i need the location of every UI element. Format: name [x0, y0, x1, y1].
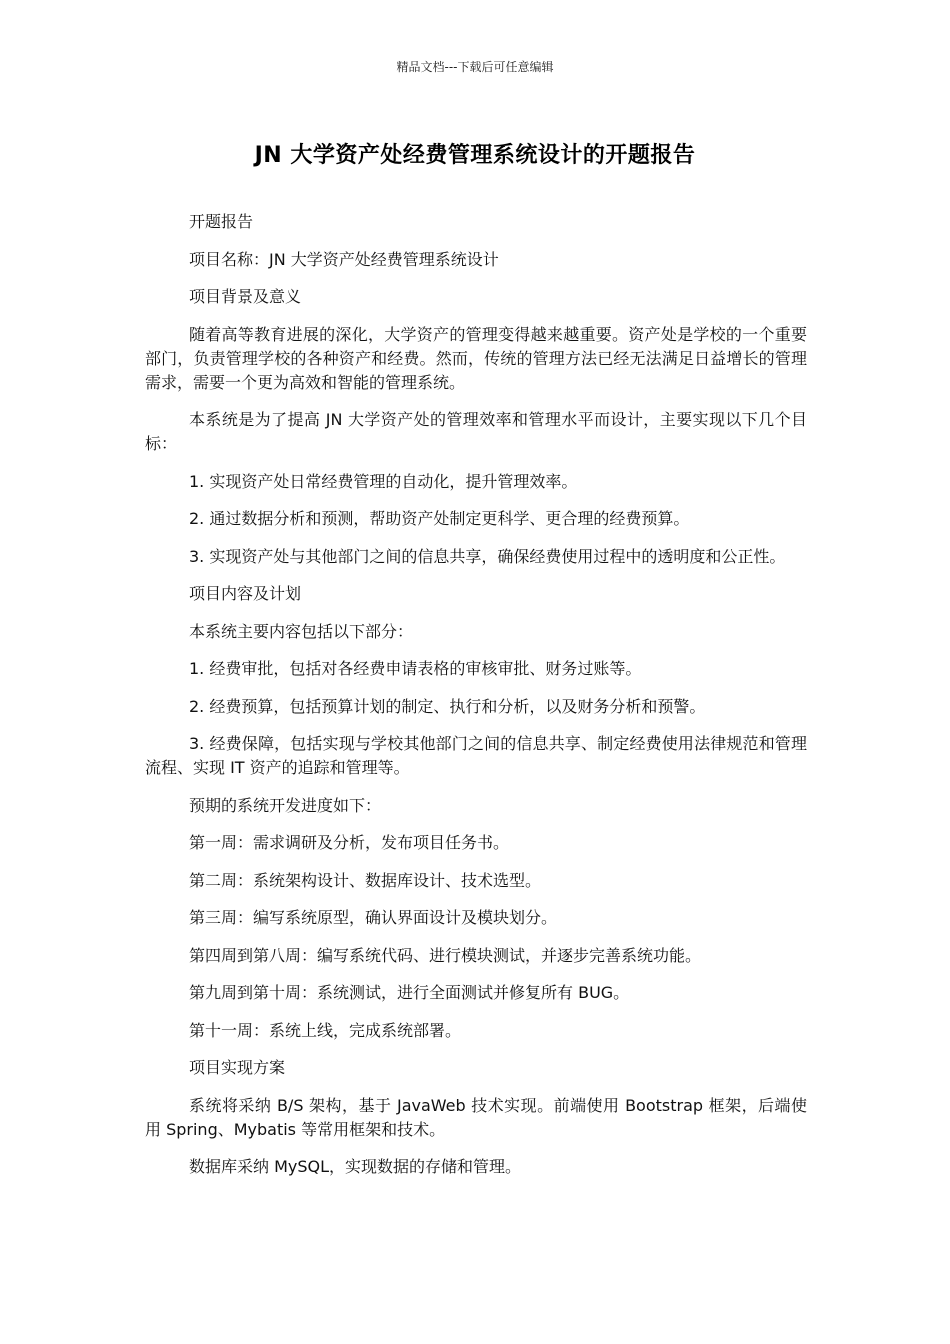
goal-item-1: 1. 实现资产处日常经费管理的自动化，提升管理效率。 [189, 471, 578, 491]
project-name: 项目名称：JN 大学资产处经费管理系统设计 [189, 249, 499, 269]
page-header: 精品文档---下载后可任意编辑 [396, 60, 554, 74]
schedule-week-2: 第二周：系统架构设计、数据库设计、技术选型。 [189, 870, 542, 890]
schedule-week-3: 第三周：编写系统原型，确认界面设计及模块划分。 [189, 908, 558, 927]
paragraph-database: 数据库采纳 MySQL，实现数据的存储和管理。 [189, 1157, 522, 1176]
section-heading-implementation: 项目实现方案 [189, 1058, 286, 1077]
paragraph-content-intro: 本系统主要内容包括以下部分： [189, 621, 414, 641]
paragraph-architecture: 系统将采纳 B/S 架构，基于 JavaWeb 技术实现。前端使用 Bootstrap 框架，后端使用 Spring、Mybatis 等常用框架和技术。 [145, 1095, 807, 1139]
paragraph-background: 随着高等教育进展的深化，大学资产的管理变得越来越重要。资产处是学校的一个重要部门，负责管理学校的各种资产和经费。然而，传统的管理方法已经无法满足日益增长的管理需求，需要一个更为高效和智能的管理系统。 [145, 324, 807, 392]
section-heading-content: 项目内容及计划 [189, 584, 302, 603]
schedule-week-9-10: 第九周到第十周：系统测试，进行全面测试并修复所有 BUG。 [189, 983, 630, 1002]
document-title: JN 大学资产处经费管理系统设计的开题报告 [254, 143, 696, 168]
schedule-week-11: 第十一周：系统上线，完成系统部署。 [189, 1020, 462, 1040]
document-body [145, 210, 807, 1193]
section-heading-background: 项目背景及意义 [189, 287, 302, 306]
section-label: 开题报告 [189, 212, 254, 231]
schedule-week-4-8: 第四周到第八周：编写系统代码、进行模块测试，并逐步完善系统功能。 [189, 945, 702, 965]
paragraph-goals-intro: 本系统是为了提高 JN 大学资产处的管理效率和管理水平而设计，主要实现以下几个目标： [145, 410, 807, 453]
content-item-1: 1. 经费审批，包括对各经费申请表格的审核审批、财务过账等。 [189, 659, 642, 678]
content-item-2: 2. 经费预算，包括预算计划的制定、执行和分析，以及财务分析和预警。 [189, 696, 706, 716]
schedule-week-1: 第一周：需求调研及分析，发布项目任务书。 [189, 833, 510, 852]
goal-item-3: 3. 实现资产处与其他部门之间的信息共享，确保经费使用过程中的透明度和公正性。 [189, 546, 786, 566]
goal-item-2: 2. 通过数据分析和预测，帮助资产处制定更科学、更合理的经费预算。 [189, 509, 690, 528]
content-item-3: 3. 经费保障，包括实现与学校其他部门之间的信息共享、制定经费使用法律规范和管理流程、实现 IT 资产的追踪和管理等。 [145, 734, 807, 777]
schedule-intro: 预期的系统开发进度如下： [189, 795, 382, 815]
